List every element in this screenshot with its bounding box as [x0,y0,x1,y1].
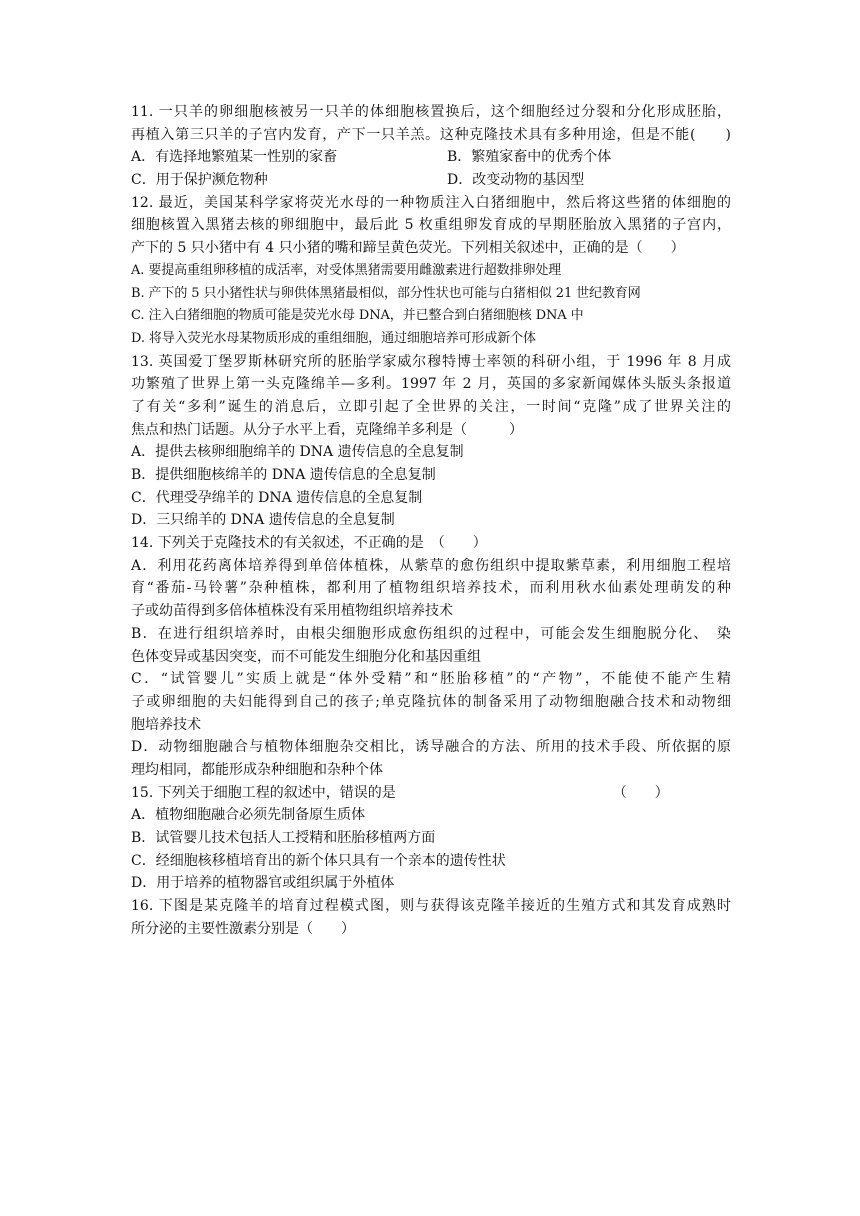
question-stem-line: 功繁殖了世界上第一头克隆绵羊—多利。1997 年 2 月，英国的多家新闻媒体头版头条报道 [131,376,731,393]
question-stem-line: 产下的 5 只小猪中有 4 只小猪的嘴和蹄呈黄色荧光。下列相关叙述中，正确的是（ ） [131,240,685,257]
option-a-line: A．利用花药离体培养得到单倍体植株，从紫草的愈伤组织中提取紫草素，利用细胞工程培 [131,557,731,574]
question-stem-line: 16. 下图是某克隆羊的培育过程模式图，则与获得该克隆羊接近的生殖方式和其发育成熟时 [131,898,731,915]
option-b: B. 产下的 5 只小猪性状与卵供体黑猪最相似，部分性状也可能与白猪相似 21 世纪教育网 [131,285,641,301]
question-11 [131,101,731,192]
option-b-line: B．在进行组织培养时，由根尖细胞形成愈伤组织的过程中，可能会发生细胞脱分化、 染 [131,625,731,642]
option-d-line: 理均相同，都能形成杂种细胞和杂种个体 [131,761,383,778]
question-list [131,101,731,940]
question-stem-line: 15. 下列关于细胞工程的叙述中，错误的是 （ ） [131,784,669,801]
question-stem-line: 了有关“多利”诞生的消息后，立即引起了全世界的关注，一时间“克隆”成了世界关注的 [131,398,731,415]
question-15 [131,782,731,895]
question-13 [131,351,731,533]
option-d: D．三只绵羊的 DNA 遗传信息的全息复制 [131,512,395,529]
question-stem-line: 11. 一只羊的卵细胞核被另一只羊的体细胞核置换后，这个细胞经过分裂和分化形成胚胎， [131,104,731,120]
option-row [131,146,731,169]
question-stem-line: 细胞核置入黑猪去核的卵细胞中，最后此 5 枚重组卵发育成的早期胚胎放入黑猪的子宫内， [131,217,731,234]
question-stem-line: 12. 最近，美国某科学家将荧光水母的一种物质注入白猪细胞中，然后将这些猪的体细胞的 [131,194,731,211]
option-c: C. 注入白猪细胞的物质可能是荧光水母 DNA，并已整合到白猪细胞核 DNA 中 [131,308,584,324]
option-a: A．提供去核卵细胞绵羊的 DNA 遗传信息的全息复制 [131,444,464,461]
question-14 [131,532,731,782]
question-stem-line: 再植入第三只羊的子宫内发育，产下一只羊羔。这种克隆技术具有多种用途，但是不能( ) [131,126,731,143]
question-12 [131,192,731,351]
option-a: A．植物细胞融合必须先制备原生质体 [131,807,366,824]
option-c: C．经细胞核移植培育出的新个体只具有一个亲本的遗传性状 [131,852,506,869]
option-d: D．用于培养的植物器官或组织属于外植体 [131,875,395,892]
option-b: B．试管婴儿技术包括人工授精和胚胎移植两方面 [131,830,436,846]
option-b: B．提供细胞核绵羊的 DNA 遗传信息的全息复制 [131,467,436,483]
option-d-line: D．动物细胞融合与植物体细胞杂交相比，诱导融合的方法、所用的技术手段、所依据的原 [131,739,731,756]
question-16 [131,895,731,940]
option-d: D．改变动物的基因型 [447,172,585,189]
option-b-line: 色体变异或基因突变，而不可能发生细胞分化和基因重组 [131,648,481,665]
option-d: D. 将导入荧光水母某物质形成的重组细胞，通过细胞培养可形成新个体 [131,330,536,346]
question-stem-line: 所分泌的主要性激素分别是（ ） [131,920,355,937]
option-a: A．有选择地繁殖某一性别的家畜 [131,149,338,166]
option-a-line: 子或幼苗得到多倍体植株没有采用植物组织培养技术 [131,603,453,620]
option-c-line: 子或卵细胞的夫妇能得到自己的孩子;单克隆抗体的制备采用了动物细胞融合技术和动物细 [131,693,731,710]
option-c-line: 胞培养技术 [131,716,201,733]
option-b: B．繁殖家畜中的优秀个体 [447,149,612,166]
question-stem-line: 焦点和热门话题。从分子水平上看，克隆绵羊多利是（ ） [131,421,523,438]
option-c: C．用于保护濒危物种 [131,172,268,189]
option-a: A. 要提高重组卵移植的成活率，对受体黑猪需要用雌激素进行超数排卵处理 [131,262,562,278]
question-stem-line: 14. 下列关于克隆技术的有关叙述，不正确的是 （ ） [131,535,487,552]
option-a-line: 育“番茄-马铃薯”杂种植株，都利用了植物组织培养技术，而利用秋水仙素处理萌发的种 [131,580,731,597]
option-row [131,169,731,192]
option-c: C．代理受孕绵羊的 DNA 遗传信息的全息复制 [131,489,423,506]
option-c-line: C．“试管婴儿”实质上就是“体外受精”和“胚胎移植”的“产物”，不能使不能产生精 [131,671,731,688]
question-stem-line: 13. 英国爱丁堡罗斯林研究所的胚胎学家威尔穆特博士率领的科研小组，于 1996 年 8 月成 [131,353,731,370]
